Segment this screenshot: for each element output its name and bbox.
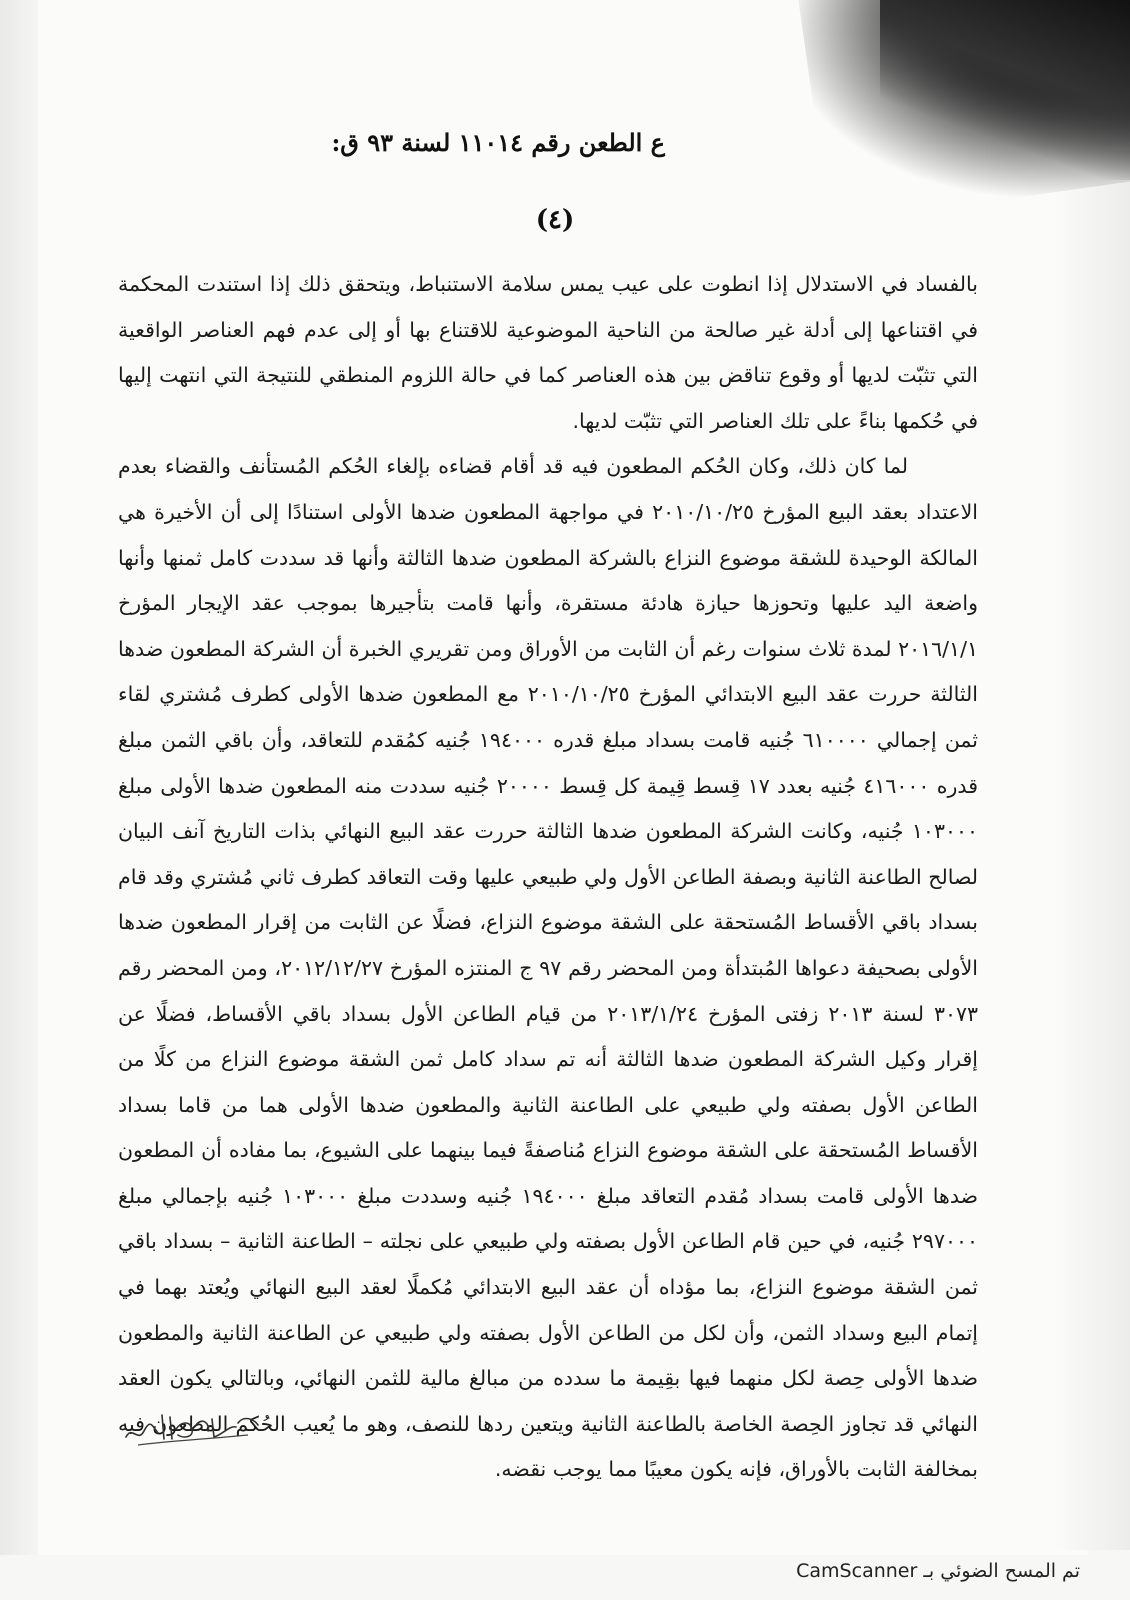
scanner-footer: تم المسح الضوئي بـ CamScanner xyxy=(796,1560,1080,1582)
document-body xyxy=(118,262,978,1493)
paragraph-2: لما كان ذلك، وكان الحُكم المطعون فيه قد أقام قضاءه بإلغاء الحُكم المُستأنف والقضاء بعدم الاعتداد بعقد البيع المؤرخ ٢٠١٠/١٠/٢٥ في مواجهة المطعون ضدها الأولى استنادًا إلى أن الأخيرة هي المالكة الوحيدة للشقة موضوع النزاع بالشركة المطعون ضدها الثالثة وأنها قد سددت كامل ثمنها وأنها واضعة اليد عليها وتحوزها حيازة هادئة مستقرة، وأنها قامت بتأجيرها بموجب عقد الإيجار المؤرخ ٢٠١٦/١/١ لمدة ثلاث سنوات رغم أن الثابت من الأوراق ومن تقريري الخبرة أن الشركة المطعون ضدها الثالثة حررت عقد البيع الابتدائي المؤرخ ٢٠١٠/١٠/٢٥ مع المطعون ضدها الأولى كطرف مُشتري لقاء ثمن إجمالي ٦١٠٠٠٠ جُنيه قامت بسداد مبلغ قدره ١٩٤٠٠٠ جُنيه كمُقدم للتعاقد، وأن باقي الثمن مبلغ قدره ٤١٦٠٠٠ جُنيه بعدد ١٧ قِسط قِيمة كل قِسط ٢٠٠٠٠ جُنيه سددت منه المطعون ضدها الأولى مبلغ ١٠٣٠٠٠ جُنيه، وكانت الشركة المطعون ضدها الثالثة حررت عقد البيع النهائي بذات التاريخ آنف البيان لصالح الطاعنة الثانية وبصفة الطاعن الأول ولي طبيعي عليها وقت التعاقد كطرف ثاني مُشتري وقد قام بسداد باقي الأقساط المُستحقة على الشقة موضوع النزاع، فضلًا عن الثابت من إقرار المطعون ضدها الأولى بصحيفة دعواها المُبتدأة ومن المحضر رقم ٩٧ ج المنتزه المؤرخ ٢٠١٢/١٢/٢٧، ومن المحضر رقم ٣٠٧٣ لسنة ٢٠١٣ زفتى المؤرخ ٢٠١٣/١/٢٤ من قيام الطاعن الأول بسداد باقي الأقساط، فضلًا عن إقرار وكيل الشركة المطعون ضدها الثالثة أنه تم سداد كامل ثمن الشقة موضوع النزاع من كلًا من الطاعن الأول بصفته ولي طبيعي على الطاعنة الثانية والمطعون ضدها الأولى هما من قاما بسداد الأقساط المُستحقة على الشقة موضوع النزاع مُناصفةً فيما بينهما على الشيوع، بما مفاده أن المطعون ضدها الأولى قامت بسداد مُقدم التعاقد مبلغ ١٩٤٠٠٠ جُنيه وسددت مبلغ ١٠٣٠٠٠ جُنيه بإجمالي مبلغ ٢٩٧٠٠٠ جُنيه، في حين قام الطاعن الأول بصفته ولي طبيعي على نجلته – الطاعنة الثانية – بسداد باقي ثمن الشقة موضوع النزاع، بما مؤداه أن عقد البيع الابتدائي مُكملًا لعقد البيع النهائي ويُعتد بهما في إتمام البيع وسداد الثمن، وأن لكل من الطاعن الأول بصفته ولي طبيعي عن الطاعنة الثانية والمطعون ضدها الأولى حِصة لكل منهما فيها بقِيمة ما سدده من مبالغ مالية للثمن النهائي، وبالتالي يكون العقد النهائي قد تجاوز الحِصة الخاصة بالطاعنة الثانية ويتعين ردها للنصف، وهو ما يُعيب الحُكم المطعون فيه بمخالفة الثابت بالأوراق، فإنه يكون معيبًا مما يوجب نقضه. xyxy=(118,454,979,1482)
page-number: (٤) xyxy=(535,205,575,235)
page-left-edge xyxy=(0,0,40,1555)
handwritten-signature xyxy=(118,1395,268,1455)
page-right-shadow xyxy=(1055,150,1130,1550)
corner-dark-area xyxy=(880,0,1130,180)
paragraph-1: بالفساد في الاستدلال إذا انطوت على عيب يمس سلامة الاستنباط، ويتحقق ذلك إذا استندت المحكمة في اقتناعها إلى أدلة غير صالحة من الناحية الموضوعية للاقتناع بها أو إلى عدم فهم العناصر الواقعية التي تثبّت لديها أو وقوع تناقض بين هذه العناصر كما في حالة اللزوم المنطقي للنتيجة التي انتهت إليها في حُكمها بناءً على تلك العناصر التي تثبّت لديها. xyxy=(118,272,978,433)
case-header: ع الطعن رقم ١١٠١٤ لسنة ٩٣ ق: xyxy=(331,128,665,157)
